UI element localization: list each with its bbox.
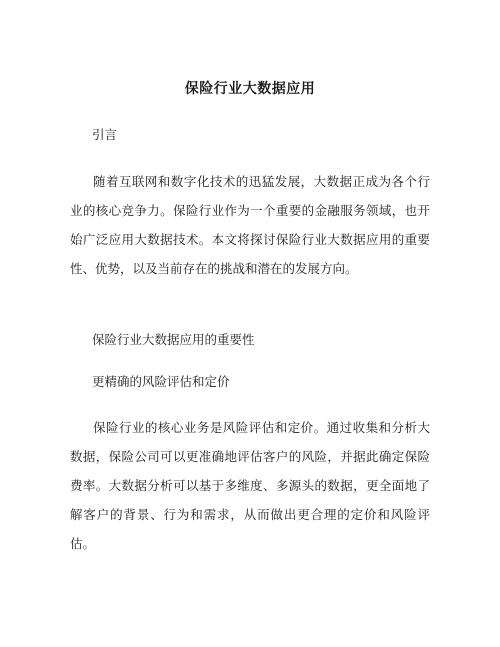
section-heading-importance: 保险行业大数据应用的重要性	[92, 332, 255, 347]
document-title: 保险行业大数据应用	[184, 81, 316, 97]
section-heading-introduction: 引言	[92, 127, 118, 142]
paragraph-introduction: 随着互联网和数字化技术的迅猛发展，大数据正成为各个行业的核心竞争力。保险行业作为一个重要的金融服务领域，也开始广泛应用大数据技术。本文将探讨保险行业大数据应用的重要性、优势，以及当前存在的挑战和潜在的发展方向。	[70, 174, 430, 276]
paragraph-risk-pricing: 保险行业的核心业务是风险评估和定价。通过收集和分析大数据，保险公司可以更准确地评估客户的风险，并据此确定保险费率。大数据分析可以基于多维度、多源头的数据，更全面地了解客户的背景、行为和需求，从而做出更合理的定价和风险评估。	[70, 420, 430, 551]
subsection-heading-risk-pricing: 更精确的风险评估和定价	[92, 374, 230, 389]
